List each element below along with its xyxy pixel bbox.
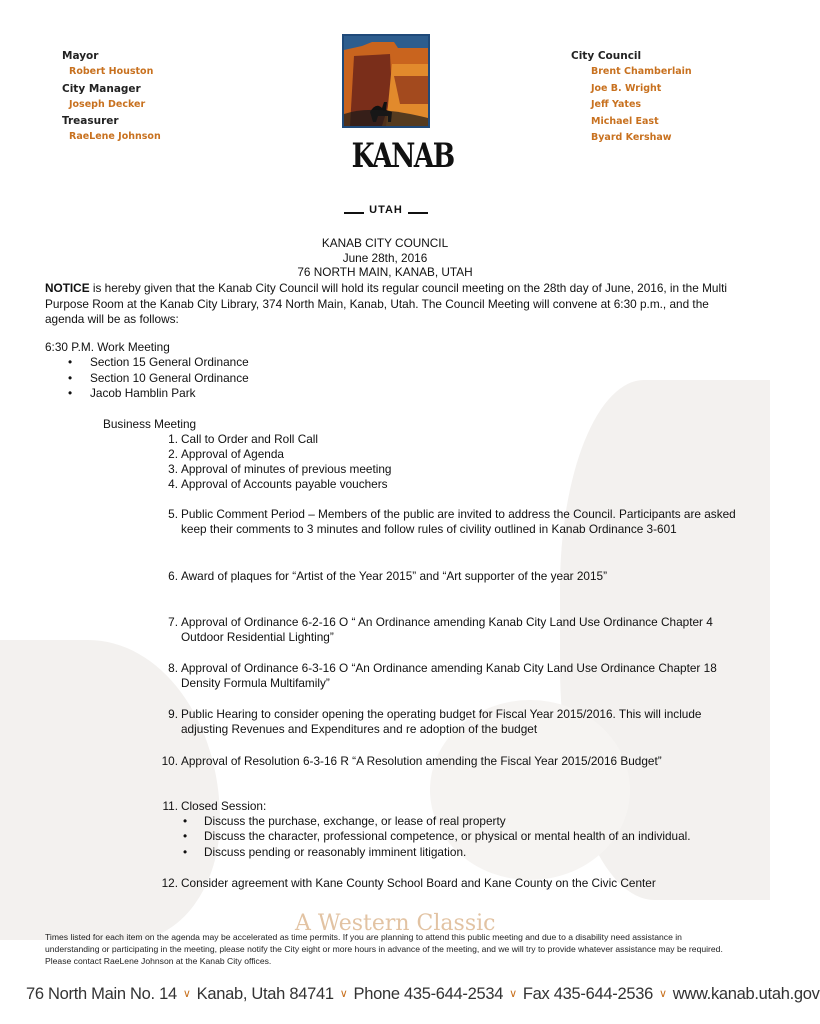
right-officials: [571, 48, 751, 147]
notice-text: is hereby given that the Kanab City Council will hold its regular council meeting on the 28th day of June, 2016, in the Multi Purpose Room at the Kanab City Library, 374 North Main, Kanab, Utah. The Council Meeting will convene at 6:30 p.m., and the agenda will be as follows:: [45, 281, 727, 326]
list-item: • Discuss pending or reasonably imminent litigation.: [181, 845, 741, 860]
agenda-text: Approval of Ordinance 6-3-16 O “An Ordinance amending Kanab City Land Use Ordinance Chapter 18 Density Formula Multifamily”: [181, 661, 717, 691]
agenda-text: Public Hearing to consider opening the operating budget for Fiscal Year 2015/2016. This will include adjusting Revenues and Expenditures and re adoption of the budget: [181, 707, 702, 737]
separator-chevron-icon: ∨: [509, 988, 517, 1000]
official-name: Joseph Decker: [69, 98, 146, 110]
meeting-date: June 28th, 2016: [342, 250, 428, 265]
official-name: RaeLene Johnson: [69, 131, 161, 142]
kanab-logo-graphic: [342, 34, 454, 220]
agenda-header: [0, 236, 770, 280]
accessibility-note: Times listed for each item on the agenda may be accelerated as time permits. If you are planning to attend this public meeting and due to a disability need assistance in understanding or participating in the meeting, please notify the City eight or more hours in advance of the meeting, and we will try to provide whatever assistance may be required. Please contact RaeLene Johnson at the Kanab City offices.: [45, 932, 723, 966]
separator-chevron-icon: ∨: [658, 988, 667, 1000]
notice-paragraph: [45, 281, 735, 328]
official-title: Mayor: [62, 50, 99, 62]
agenda-text: Approval of Resolution 6-3-16 R “A Resolution amending the Fiscal Year 2015/2016 Budget”: [181, 754, 662, 768]
agenda-number: 2.: [168, 447, 178, 461]
agenda-text: Consider agreement with Kane County School Board and Kane County on the Civic Center: [181, 876, 656, 890]
logo-wordmark: KANAB: [351, 136, 454, 176]
agenda-number: 3.: [168, 462, 178, 476]
kanab-logo: [342, 34, 454, 220]
fax-number: Fax 435-644-2536: [522, 985, 653, 1003]
work-meeting-section: [45, 340, 645, 401]
logo-state: UTAH: [364, 204, 408, 216]
agenda-text: [181, 799, 741, 860]
list-item: • Discuss the purchase, exchange, or lease of real property: [181, 814, 741, 829]
agenda-text: Approval of Agenda: [181, 447, 284, 461]
agenda-number: 10.: [161, 754, 178, 768]
council-member-name: Jeff Yates: [591, 99, 642, 110]
agenda-number: 11.: [162, 799, 178, 813]
agenda-text: Call to Order and Roll Call: [181, 432, 319, 446]
city-zip: Kanab, Utah 84741: [196, 985, 334, 1003]
agenda-number: 9.: [168, 707, 178, 721]
street-address: 76 North Main No. 14: [26, 985, 177, 1003]
agenda-number: 7.: [168, 615, 178, 629]
official-name: Robert Houston: [69, 66, 154, 77]
left-officials: [62, 48, 222, 146]
agenda-number: 12.: [161, 876, 178, 890]
list-item: • Section 10 General Ordinance: [45, 371, 645, 386]
slogan-watermark: A Western Classic: [295, 911, 496, 936]
separator-chevron-icon: ∨: [182, 988, 191, 1000]
agenda-number: 1.: [168, 432, 178, 446]
council-member-name: Byard Kershaw: [591, 132, 672, 143]
meeting-address: 76 NORTH MAIN, KANAB, UTAH: [297, 265, 473, 279]
agenda-number: 6.: [168, 569, 178, 583]
agenda-number: 5.: [168, 507, 178, 521]
council-member-name: Joe B. Wright: [591, 82, 662, 94]
agenda-text: Award of plaques for “Artist of the Year 2015” and “Art supporter of the year 2015”: [181, 569, 608, 583]
notice-lead: NOTICE: [45, 281, 90, 295]
website-link[interactable]: www.kanab.utah.gov: [672, 985, 820, 1003]
list-item: • Section 15 General Ordinance: [45, 355, 645, 370]
address-bar: [26, 985, 820, 1004]
list-item: • Jacob Hamblin Park: [45, 386, 645, 401]
agenda-number: 4.: [168, 477, 178, 491]
separator-chevron-icon: ∨: [339, 988, 348, 1000]
council-title: City Council: [571, 50, 642, 62]
agenda-number: 8.: [168, 661, 178, 675]
agenda-text: Approval of minutes of previous meeting: [181, 462, 392, 476]
official-title: Treasurer: [62, 115, 119, 127]
council-member-name: Brent Chamberlain: [591, 66, 692, 77]
closed-session-list: [181, 814, 741, 860]
business-meeting-heading: Business Meeting: [103, 417, 197, 431]
council-name: KANAB CITY COUNCIL: [321, 236, 449, 250]
work-meeting-heading: 6:30 P.M. Work Meeting: [45, 340, 170, 354]
phone-number: Phone 435-644-2534: [353, 985, 504, 1003]
closed-session-label: Closed Session:: [181, 799, 267, 813]
agenda-text: Approval of Ordinance 6-2-16 O “ An Ordinance amending Kanab City Land Use Ordinance Chapter 4 Outdoor Residential Lighting”: [181, 615, 713, 645]
council-member-name: Michael East: [591, 115, 659, 127]
official-title: City Manager: [62, 82, 141, 95]
agenda-text: Approval of Accounts payable vouchers: [181, 477, 388, 491]
agenda-text: Public Comment Period – Members of the public are invited to address the Council. Participants are asked keep their comments to 3 minutes and follow rules of civility outlined in Kanab Ordinance 3-601: [181, 507, 736, 537]
list-item: • Discuss the character, professional competence, or physical or mental health of an individual.: [181, 829, 741, 844]
work-meeting-list: [45, 355, 645, 401]
